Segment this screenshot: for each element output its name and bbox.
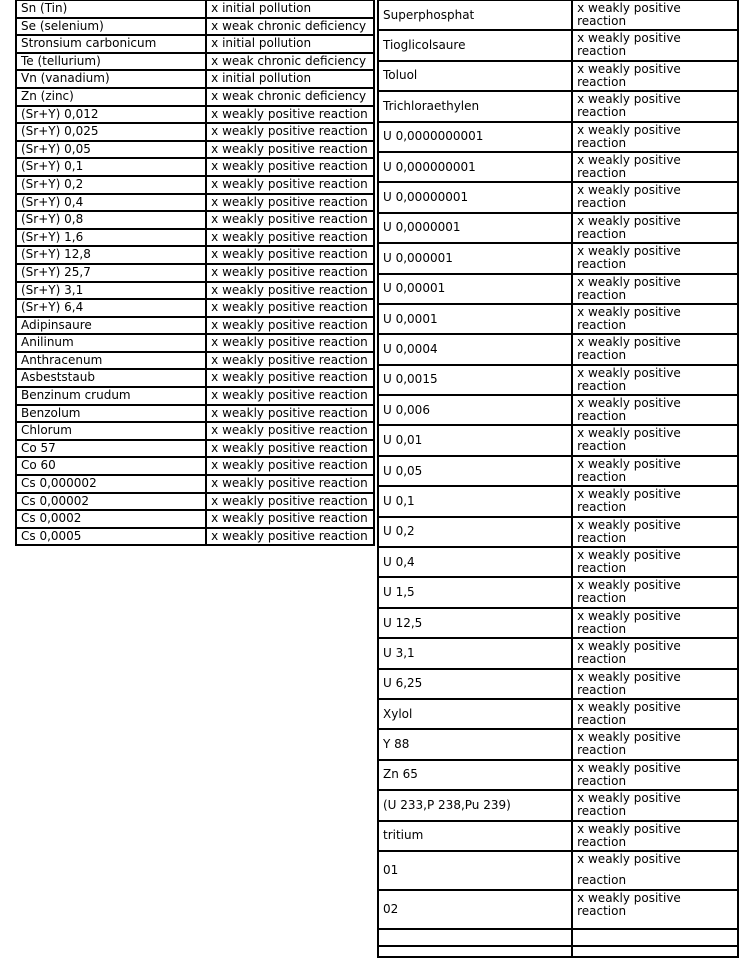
table-cell-name: U 0,05 bbox=[378, 456, 572, 486]
table-cell-name: (Sr+Y) 0,05 bbox=[16, 141, 206, 159]
table-cell-name: Xylol bbox=[378, 699, 572, 729]
table-cell-name: (Sr+Y) 1,6 bbox=[16, 229, 206, 247]
left-data-table bbox=[15, 0, 375, 546]
table-cell-name: Anilinum bbox=[16, 334, 206, 352]
table-row bbox=[16, 106, 374, 124]
table-cell-empty bbox=[378, 946, 572, 957]
table-cell-name: U 0,006 bbox=[378, 395, 572, 425]
table-cell-effect: x weakly positive reaction bbox=[206, 510, 374, 528]
table-cell-name: Co 57 bbox=[16, 440, 206, 458]
table-cell-effect: x weakly positive reaction bbox=[572, 425, 738, 455]
table-cell-effect: x weakly positive reaction bbox=[572, 274, 738, 304]
table-cell-effect: x weakly positive reaction bbox=[572, 638, 738, 668]
table-row bbox=[378, 486, 738, 516]
table-cell-effect: x weakly positive reaction bbox=[572, 729, 738, 759]
table-cell-effect: x weakly positive reaction bbox=[572, 122, 738, 152]
table-row bbox=[378, 760, 738, 790]
table-row bbox=[16, 493, 374, 511]
table-cell-name: U 3,1 bbox=[378, 638, 572, 668]
table-cell-effect: x weakly positive reaction bbox=[206, 387, 374, 405]
table-cell-effect: x weakly positive reaction bbox=[572, 365, 738, 395]
table-cell-effect: x weakly positive reaction bbox=[206, 352, 374, 370]
table-cell-effect: x weakly positive reaction bbox=[572, 456, 738, 486]
table-row bbox=[378, 304, 738, 334]
table-row bbox=[16, 35, 374, 53]
table-cell-name: Y 88 bbox=[378, 729, 572, 759]
table-row bbox=[378, 699, 738, 729]
table-row bbox=[16, 53, 374, 71]
table-cell-effect: x weakly positive reaction bbox=[206, 264, 374, 282]
table-row bbox=[378, 517, 738, 547]
table-cell-name: U 0,0015 bbox=[378, 365, 572, 395]
table-cell-name: Se (selenium) bbox=[16, 18, 206, 36]
table-row bbox=[16, 299, 374, 317]
left-table-body bbox=[16, 0, 374, 545]
table-cell-name: Cs 0,0005 bbox=[16, 528, 206, 546]
table-cell-name: U 0,000000001 bbox=[378, 152, 572, 182]
table-row bbox=[378, 30, 738, 60]
table-cell-effect: x weakly positive reaction bbox=[206, 211, 374, 229]
table-cell-name: Zn (zinc) bbox=[16, 88, 206, 106]
table-cell-effect: x weakly positive reaction bbox=[572, 669, 738, 699]
table-cell-name: U 0,2 bbox=[378, 517, 572, 547]
table-cell-effect: x weakly positive reaction bbox=[572, 213, 738, 243]
table-row bbox=[378, 122, 738, 152]
table-cell-effect: x weakly positive reaction bbox=[572, 517, 738, 547]
table-cell-effect: x weakly positive reaction bbox=[206, 246, 374, 264]
table-cell-effect: x weakly positive reaction bbox=[206, 528, 374, 546]
table-cell-effect: x weakly positive reaction bbox=[206, 176, 374, 194]
table-cell-name: Toluol bbox=[378, 61, 572, 91]
table-row bbox=[16, 369, 374, 387]
table-cell-effect: x weakly positive reaction bbox=[206, 141, 374, 159]
table-row bbox=[16, 440, 374, 458]
table-cell-name: Benzolum bbox=[16, 405, 206, 423]
table-row bbox=[378, 61, 738, 91]
table-cell-name: (Sr+Y) 25,7 bbox=[16, 264, 206, 282]
table-cell-effect: x weakly positive reaction bbox=[572, 395, 738, 425]
table-cell-effect: x weak chronic deficiency bbox=[206, 88, 374, 106]
table-cell-name: Cs 0,0002 bbox=[16, 510, 206, 528]
effect-line: x weakly positive bbox=[577, 851, 681, 866]
table-row bbox=[378, 243, 738, 273]
table-row bbox=[16, 422, 374, 440]
table-cell-effect: x initial pollution bbox=[206, 35, 374, 53]
table-row bbox=[16, 158, 374, 176]
table-cell-effect: x weakly positive reaction bbox=[572, 699, 738, 729]
table-cell-empty bbox=[572, 946, 738, 957]
table-row bbox=[16, 405, 374, 423]
table-cell-name: U 0,000001 bbox=[378, 243, 572, 273]
table-cell-name: Anthracenum bbox=[16, 352, 206, 370]
table-cell-name: Chlorum bbox=[16, 422, 206, 440]
table-row bbox=[378, 334, 738, 364]
table-cell-effect: x weakly positive reaction bbox=[572, 152, 738, 182]
table-cell-effect: x weakly positive reaction bbox=[572, 547, 738, 577]
table-cell-name: U 1,5 bbox=[378, 577, 572, 607]
table-cell-name: (Sr+Y) 0,4 bbox=[16, 194, 206, 212]
table-cell-name: (U 233,P 238,Pu 239) bbox=[378, 790, 572, 820]
table-row bbox=[16, 317, 374, 335]
table-row bbox=[16, 70, 374, 88]
table-row bbox=[16, 264, 374, 282]
table-cell-effect: x weakly positive reaction bbox=[206, 282, 374, 300]
table-cell-effect: x weakly positive reaction bbox=[572, 760, 738, 790]
table-cell-empty bbox=[572, 929, 738, 946]
table-cell-name: U 0,00001 bbox=[378, 274, 572, 304]
table-cell-name: Te (tellurium) bbox=[16, 53, 206, 71]
table-cell-name: Adipinsaure bbox=[16, 317, 206, 335]
table-cell-effect: x weak chronic deficiency bbox=[206, 18, 374, 36]
table-cell-name: (Sr+Y) 6,4 bbox=[16, 299, 206, 317]
table-cell-effect: x weakly positive reaction bbox=[572, 577, 738, 607]
table-row bbox=[16, 475, 374, 493]
table-row bbox=[16, 123, 374, 141]
table-row bbox=[378, 274, 738, 304]
table-cell-name: (Sr+Y) 0,2 bbox=[16, 176, 206, 194]
table-row bbox=[16, 18, 374, 36]
table-cell-name: U 0,1 bbox=[378, 486, 572, 516]
table-row bbox=[16, 457, 374, 475]
table-cell-name: Sn (Tin) bbox=[16, 0, 206, 18]
table-cell-effect: x weakly positive reaction bbox=[572, 304, 738, 334]
table-row bbox=[378, 790, 738, 820]
table-cell-effect: x initial pollution bbox=[206, 0, 374, 18]
table-cell-effect: x weakly positive reaction bbox=[572, 91, 738, 121]
table-row bbox=[378, 608, 738, 638]
table-cell-name: 01 bbox=[378, 851, 572, 890]
table-cell-effect: x weakly positive reaction bbox=[206, 457, 374, 475]
table-cell-name: U 0,0001 bbox=[378, 304, 572, 334]
table-row bbox=[16, 528, 374, 546]
table-row bbox=[378, 365, 738, 395]
table-cell-name: (Sr+Y) 0,012 bbox=[16, 106, 206, 124]
table-cell-name: Cs 0,000002 bbox=[16, 475, 206, 493]
table-cell-effect: x weakly positive reaction bbox=[572, 30, 738, 60]
table-cell-name: U 0,0000001 bbox=[378, 213, 572, 243]
table-row-empty bbox=[378, 946, 738, 957]
table-row bbox=[378, 0, 738, 30]
table-cell-effect: x weak chronic deficiency bbox=[206, 53, 374, 71]
table-cell-name: Stronsium carbonicum bbox=[16, 35, 206, 53]
table-row bbox=[16, 88, 374, 106]
table-row bbox=[378, 669, 738, 699]
table-cell-name: U 12,5 bbox=[378, 608, 572, 638]
table-cell-effect: x initial pollution bbox=[206, 70, 374, 88]
table-cell-effect: x weakly positive reaction bbox=[572, 61, 738, 91]
table-cell-name: Superphosphat bbox=[378, 0, 572, 30]
right-table-body bbox=[378, 0, 738, 957]
table-cell-name: Tioglicolsaure bbox=[378, 30, 572, 60]
table-row bbox=[378, 152, 738, 182]
table-row bbox=[16, 194, 374, 212]
table-cell-name: 02 bbox=[378, 890, 572, 929]
table-row bbox=[378, 729, 738, 759]
table-row bbox=[16, 352, 374, 370]
table-cell-name: U 0,01 bbox=[378, 425, 572, 455]
table-cell-effect: x weakly positive reaction bbox=[206, 493, 374, 511]
table-cell-effect: x weakly positive reaction bbox=[206, 299, 374, 317]
table-cell-name: (Sr+Y) 0,025 bbox=[16, 123, 206, 141]
table-cell-name: U 0,4 bbox=[378, 547, 572, 577]
table-row-empty bbox=[378, 929, 738, 946]
table-row bbox=[378, 182, 738, 212]
table-cell-name: Zn 65 bbox=[378, 760, 572, 790]
table-cell-name: Benzinum crudum bbox=[16, 387, 206, 405]
table-cell-effect: x weakly positive reaction bbox=[572, 0, 738, 30]
table-row bbox=[16, 176, 374, 194]
table-row bbox=[378, 91, 738, 121]
table-cell-name: Vn (vanadium) bbox=[16, 70, 206, 88]
table-row bbox=[378, 547, 738, 577]
table-cell-name: (Sr+Y) 0,1 bbox=[16, 158, 206, 176]
table-cell-name: Asbeststaub bbox=[16, 369, 206, 387]
table-row bbox=[378, 821, 738, 851]
table-cell-name: U 0,00000001 bbox=[378, 182, 572, 212]
table-row bbox=[378, 213, 738, 243]
table-row bbox=[16, 334, 374, 352]
table-cell-effect: x weakly positive reaction bbox=[206, 317, 374, 335]
table-cell-effect: x weakly positive reaction bbox=[206, 369, 374, 387]
table-row bbox=[16, 282, 374, 300]
table-cell-name: Trichloraethylen bbox=[378, 91, 572, 121]
table-row bbox=[16, 510, 374, 528]
table-cell-effect: x weakly positive reaction bbox=[572, 821, 738, 851]
table-cell-effect: x weakly positive reaction bbox=[206, 440, 374, 458]
table-cell-empty bbox=[378, 929, 572, 946]
table-cell-effect: x weakly positive reaction bbox=[206, 106, 374, 124]
table-cell-effect: x weakly positive reaction bbox=[206, 123, 374, 141]
table-row bbox=[16, 0, 374, 18]
table-cell-effect: x weakly positive reaction bbox=[206, 422, 374, 440]
table-row bbox=[16, 246, 374, 264]
table-cell-name: tritium bbox=[378, 821, 572, 851]
table-row bbox=[16, 211, 374, 229]
table-cell-effect: x weakly positive reaction bbox=[206, 229, 374, 247]
table-cell-name: U 0,0004 bbox=[378, 334, 572, 364]
table-cell-name: (Sr+Y) 12,8 bbox=[16, 246, 206, 264]
table-cell-name: (Sr+Y) 0,8 bbox=[16, 211, 206, 229]
table-cell-effect: x weakly positive reaction bbox=[206, 158, 374, 176]
table-cell-effect: x weakly positive reaction bbox=[572, 790, 738, 820]
table-cell-effect: x weakly positive reaction bbox=[572, 486, 738, 516]
table-row bbox=[16, 387, 374, 405]
table-cell-effect: x weakly positive reaction bbox=[572, 890, 738, 929]
table-cell-effect: x weakly positive reaction bbox=[572, 608, 738, 638]
effect-line: reaction bbox=[577, 872, 627, 887]
table-cell-name: Co 60 bbox=[16, 457, 206, 475]
table-cell-effect: x weakly positive reaction bbox=[206, 334, 374, 352]
table-cell-effect bbox=[572, 851, 738, 890]
table-cell-effect: x weakly positive reaction bbox=[572, 182, 738, 212]
table-cell-effect: x weakly positive reaction bbox=[206, 405, 374, 423]
table-row bbox=[378, 456, 738, 486]
right-data-table bbox=[377, 0, 739, 958]
table-row bbox=[16, 141, 374, 159]
table-cell-name: U 6,25 bbox=[378, 669, 572, 699]
table-cell-effect: x weakly positive reaction bbox=[572, 334, 738, 364]
table-cell-effect: x weakly positive reaction bbox=[206, 194, 374, 212]
table-cell-effect: x weakly positive reaction bbox=[572, 243, 738, 273]
table-row bbox=[16, 229, 374, 247]
table-row bbox=[378, 638, 738, 668]
table-row bbox=[378, 851, 738, 890]
table-row bbox=[378, 395, 738, 425]
table-cell-name: U 0,0000000001 bbox=[378, 122, 572, 152]
table-cell-name: (Sr+Y) 3,1 bbox=[16, 282, 206, 300]
table-row bbox=[378, 890, 738, 929]
table-cell-name: Cs 0,00002 bbox=[16, 493, 206, 511]
table-cell-effect: x weakly positive reaction bbox=[206, 475, 374, 493]
table-row bbox=[378, 577, 738, 607]
table-row bbox=[378, 425, 738, 455]
